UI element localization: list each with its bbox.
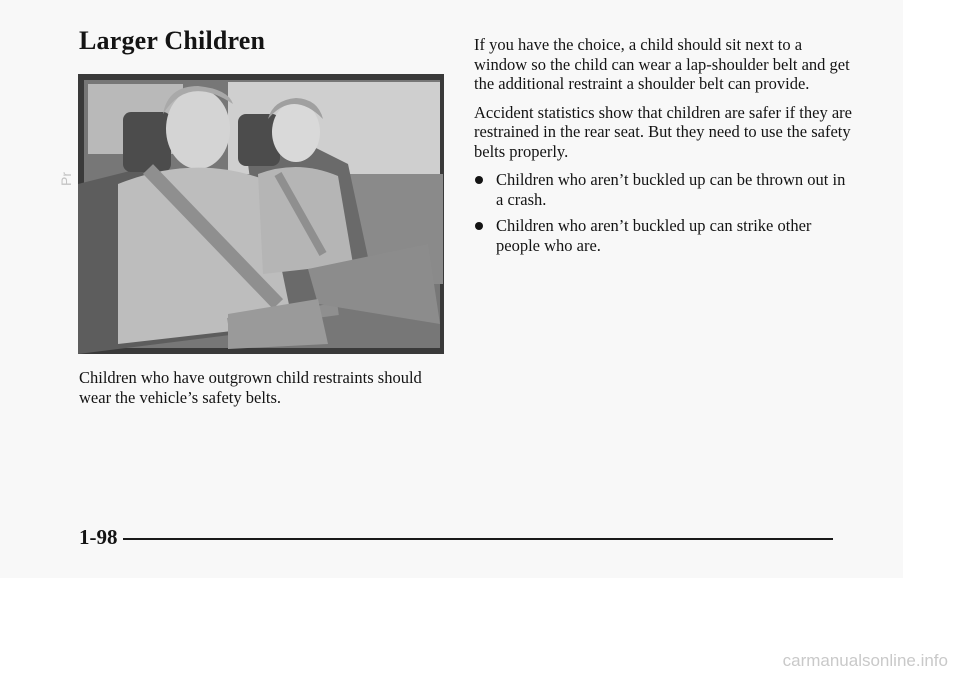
page-number: 1-98	[79, 525, 118, 549]
illustration-svg	[78, 74, 444, 354]
footer-rule	[123, 538, 833, 540]
bullet-list	[474, 170, 854, 255]
right-column	[474, 35, 854, 262]
paragraph: If you have the choice, a child should sit next to a window so the child can wear a lap-shoulder belt and get the additional restraint a shoulder belt can provide.	[474, 35, 850, 93]
bullet-dot-icon	[475, 222, 483, 230]
watermark: carmanualsonline.info	[782, 651, 948, 670]
figure-caption: Children who have outgrown child restraints should wear the vehicle’s safety belts.	[79, 368, 422, 407]
section-heading: Larger Children	[79, 26, 266, 55]
paragraph: Accident statistics show that children are safer if they are restrained in the rear seat. But they need to use the safety belts properly.	[474, 102, 852, 161]
children-safety-belt-illustration	[78, 74, 444, 354]
bullet-item	[474, 216, 854, 255]
bullet-dot-icon	[475, 176, 483, 184]
bullet-text: Children who aren’t buckled up can strike other people who are.	[496, 216, 812, 255]
bullet-item	[474, 170, 854, 209]
margin-mark: Pr	[58, 172, 74, 186]
bullet-text: Children who aren’t buckled up can be thrown out in a crash.	[496, 170, 846, 209]
